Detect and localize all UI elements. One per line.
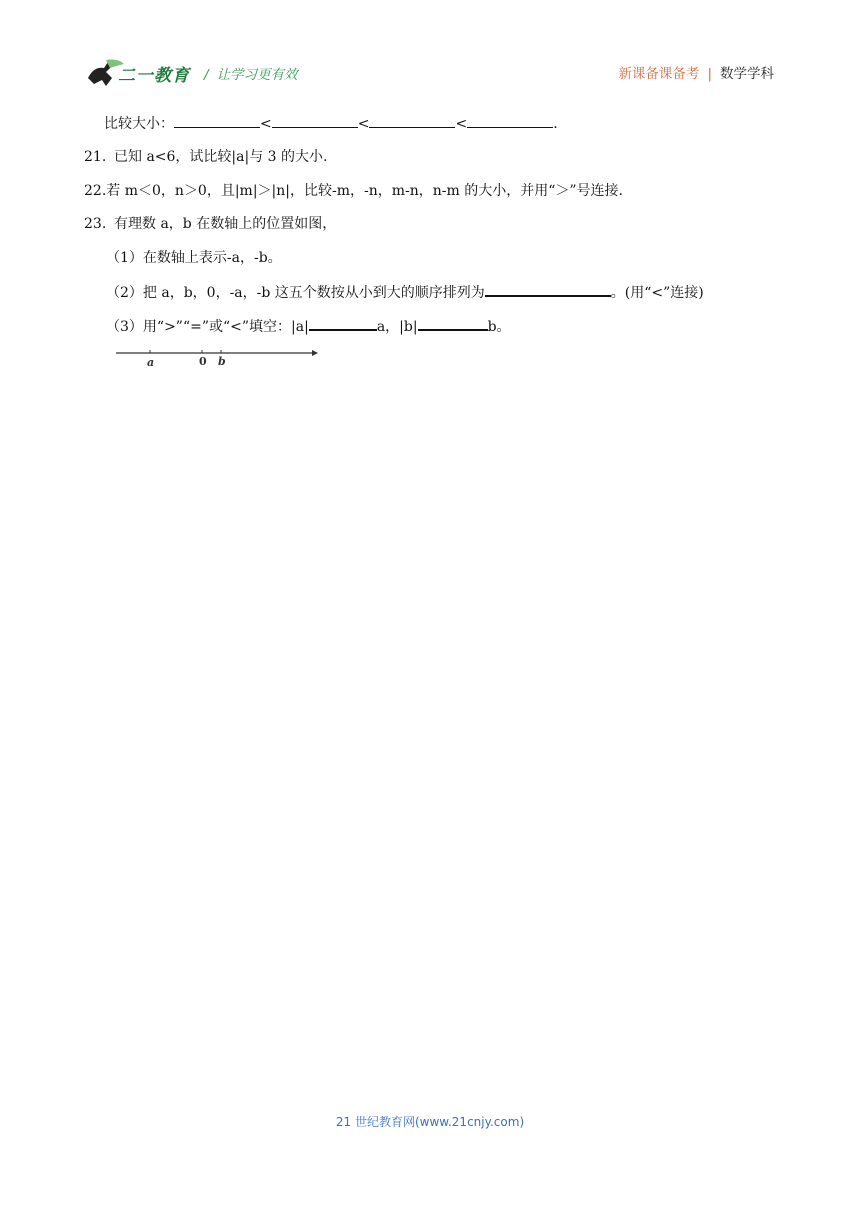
question-23-part-1: （1）在数轴上表示-a，-b。 (106, 250, 282, 266)
page-footer[interactable]: 21 世纪教育网(www.21cnjy.com) (335, 1115, 525, 1129)
header-subject: 新课备课备考 | 数学学科 (618, 66, 774, 82)
answer-blank[interactable] (485, 281, 611, 297)
answer-blank[interactable] (309, 315, 377, 331)
answer-blank[interactable] (272, 113, 358, 128)
header-slogan: / 让学习更有效 (204, 67, 298, 83)
answer-blank[interactable] (467, 113, 553, 128)
number-line (114, 344, 324, 370)
logo-text: 二一教育 (118, 66, 190, 86)
answer-blank[interactable] (174, 113, 260, 128)
question-22: 22.若 m＜0，n＞0，且|m|＞|n|，比较-m，-n，m-n，n-m 的大小，并用“＞”号连接. (84, 183, 623, 199)
question-23: 23. 有理数 a，b 在数轴上的位置如图， (84, 216, 337, 232)
answer-blank[interactable] (369, 113, 455, 128)
axis-label-0: 0 (199, 355, 207, 368)
question-23-part-2: （2）把 a，b，0，-a，-b 这五个数按从小到大的顺序排列为 。(用“<”连接) (106, 281, 704, 302)
arrow-right-icon (312, 350, 318, 356)
page-header (0, 0, 860, 92)
question-23-part-3: （3）用“>”“=”或“<”填空：|a| a，|b| b。 (106, 315, 511, 336)
compare-line: 比较大小： < < < . (104, 113, 558, 133)
axis-label-b: b (218, 355, 226, 368)
answer-blank[interactable] (418, 315, 488, 331)
axis-label-a: a (147, 356, 155, 369)
question-21: 21. 已知 a<6，试比较|a|与 3 的大小. (84, 149, 328, 165)
